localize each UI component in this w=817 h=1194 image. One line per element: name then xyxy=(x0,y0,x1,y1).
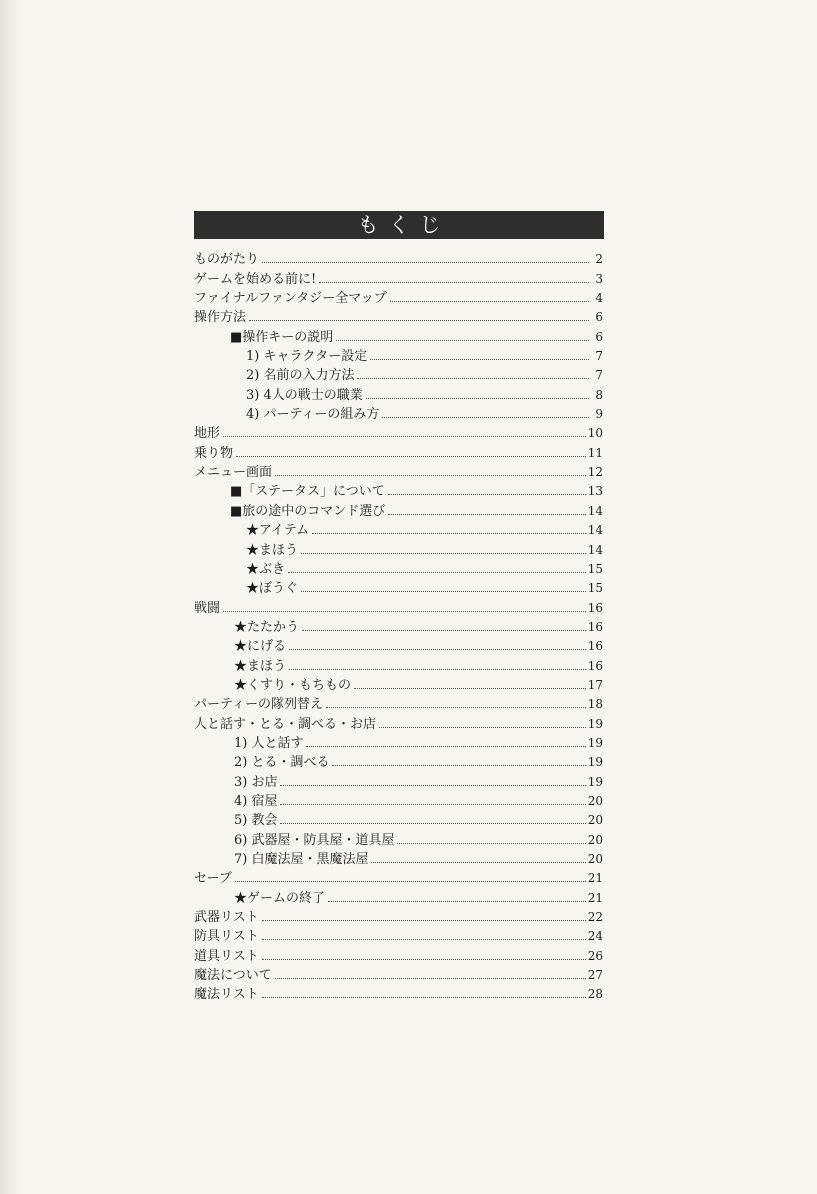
toc-dot-leader xyxy=(280,822,585,824)
toc-entry-label: 3) 4人の戦士の職業 xyxy=(246,387,363,403)
toc-entry-label: ファイナルファンタジー全マップ xyxy=(194,291,387,307)
toc-entry-page-number: 7 xyxy=(595,368,603,383)
toc-dot-leader xyxy=(289,648,586,650)
toc-entry-label: ★にげる xyxy=(234,639,287,655)
toc-entry-page-number: 16 xyxy=(587,639,603,654)
toc-entry-page-number: 6 xyxy=(595,329,603,344)
toc-dot-leader xyxy=(289,668,586,670)
toc-entry-page-number: 27 xyxy=(587,968,603,983)
toc-entry-label: 魔法について xyxy=(194,968,272,984)
toc-entry[interactable] xyxy=(194,499,603,518)
toc-entry[interactable] xyxy=(194,616,603,635)
toc-entry-label: ★まほう xyxy=(246,542,299,558)
toc-entry-label: ■操作キーの説明 xyxy=(230,329,334,345)
toc-dot-leader xyxy=(262,958,586,960)
toc-dot-leader xyxy=(275,977,586,979)
toc-entry-label: 乗り物 xyxy=(194,445,234,461)
toc-entry-label: 1) キャラクター設定 xyxy=(246,349,368,365)
toc-entry-page-number: 21 xyxy=(587,871,603,886)
toc-entry-page-number: 24 xyxy=(587,929,603,944)
toc-dot-leader xyxy=(223,435,586,437)
toc-entry-label: 7) 白魔法屋・黒魔法屋 xyxy=(234,852,369,867)
toc-dot-leader xyxy=(249,319,589,321)
toc-dot-leader xyxy=(379,726,586,728)
toc-entry-label: 武器リスト xyxy=(194,910,259,926)
toc-entry-page-number: 22 xyxy=(587,910,603,925)
toc-entry-label: ★たたかう xyxy=(234,619,300,635)
toc-entry[interactable] xyxy=(194,345,603,364)
toc-entry-label: ■「ステータス」について xyxy=(230,484,385,500)
toc-dot-leader xyxy=(397,842,585,844)
toc-entry-page-number: 13 xyxy=(587,484,603,499)
toc-entry-label: 3) お店 xyxy=(234,774,278,790)
toc-entry-page-number: 26 xyxy=(587,948,603,963)
toc-entry-page-number: 6 xyxy=(595,310,603,325)
toc-entry[interactable] xyxy=(194,693,603,712)
toc-entry-page-number: 8 xyxy=(595,387,603,402)
toc-entry-list xyxy=(194,248,614,1002)
toc-entry[interactable] xyxy=(194,751,603,770)
toc-entry-label: 2) 名前の入力方法 xyxy=(246,368,355,384)
toc-entry[interactable] xyxy=(194,364,603,383)
toc-dot-leader xyxy=(326,706,586,708)
toc-entry[interactable] xyxy=(194,809,603,828)
toc-entry[interactable] xyxy=(194,596,603,615)
toc-entry-page-number: 16 xyxy=(587,658,603,673)
toc-entry-page-number: 28 xyxy=(587,987,603,1002)
toc-entry-page-number: 20 xyxy=(587,813,603,828)
toc-entry-label: 人と話す・とる・調べる・お店 xyxy=(194,716,377,732)
toc-dot-leader xyxy=(301,590,586,592)
toc-entry-page-number: 20 xyxy=(587,832,603,847)
toc-entry-label: ■旅の途中のコマンド選び xyxy=(230,503,386,519)
toc-entry[interactable] xyxy=(194,248,603,267)
page-binding-shadow xyxy=(0,0,22,1194)
toc-dot-leader xyxy=(262,938,586,940)
toc-entry-label: 操作方法 xyxy=(194,310,247,326)
toc-dot-leader xyxy=(388,513,585,515)
toc-entry-label: ★ぼうぐ xyxy=(246,581,299,597)
toc-dot-leader xyxy=(354,687,586,689)
toc-entry[interactable] xyxy=(194,519,603,538)
toc-dot-leader xyxy=(236,455,586,457)
table-of-contents xyxy=(194,211,614,1002)
toc-entry-page-number: 19 xyxy=(587,735,603,750)
toc-dot-leader xyxy=(312,532,586,534)
toc-entry[interactable] xyxy=(194,577,603,596)
toc-entry[interactable] xyxy=(194,267,603,286)
toc-entry[interactable] xyxy=(194,790,603,809)
toc-entry-page-number: 10 xyxy=(587,426,603,441)
toc-dot-leader xyxy=(319,281,589,283)
toc-entry-label: ★ぶき xyxy=(246,561,286,577)
toc-entry[interactable] xyxy=(194,732,603,751)
toc-entry-page-number: 3 xyxy=(595,271,603,286)
toc-entry-page-number: 7 xyxy=(595,349,603,364)
toc-dot-leader xyxy=(280,803,585,805)
toc-entry-page-number: 19 xyxy=(587,774,603,789)
toc-dot-leader xyxy=(235,880,586,882)
toc-entry[interactable] xyxy=(194,674,603,693)
toc-entry-page-number: 15 xyxy=(587,561,603,576)
toc-entry-label: 魔法リスト xyxy=(194,987,259,1003)
toc-entry[interactable] xyxy=(194,770,603,789)
toc-dot-leader xyxy=(388,493,586,495)
toc-dot-leader xyxy=(336,339,589,341)
toc-dot-leader xyxy=(302,629,586,631)
toc-entry[interactable] xyxy=(194,306,603,325)
toc-entry-page-number: 19 xyxy=(587,716,603,731)
toc-entry[interactable] xyxy=(194,867,603,886)
toc-dot-leader xyxy=(366,397,589,399)
toc-entry[interactable] xyxy=(194,480,603,499)
toc-dot-leader xyxy=(332,764,585,766)
toc-entry-page-number: 11 xyxy=(587,445,603,460)
toc-entry-label: 2) とる・調べる xyxy=(234,755,330,771)
toc-entry[interactable] xyxy=(194,944,603,963)
toc-title: もくじ xyxy=(357,213,451,237)
toc-dot-leader xyxy=(301,552,586,554)
toc-entry[interactable] xyxy=(194,403,603,422)
toc-entry[interactable] xyxy=(194,635,603,654)
toc-entry-label: 防具リスト xyxy=(194,929,259,945)
toc-entry-label: 戦闘 xyxy=(194,600,221,616)
toc-dot-leader xyxy=(371,861,585,863)
toc-dot-leader xyxy=(280,784,585,786)
toc-dot-leader xyxy=(262,261,589,263)
toc-dot-leader xyxy=(370,358,589,360)
toc-entry[interactable] xyxy=(194,325,603,344)
toc-entry-label: ★まほう xyxy=(234,658,287,674)
toc-entry-page-number: 18 xyxy=(587,697,603,712)
toc-dot-leader xyxy=(262,996,586,998)
toc-entry-page-number: 19 xyxy=(587,755,603,770)
toc-entry[interactable] xyxy=(194,287,603,306)
toc-entry[interactable] xyxy=(194,383,603,402)
toc-entry-label: パーティーの隊列替え xyxy=(194,697,323,713)
toc-entry[interactable] xyxy=(194,848,603,867)
toc-dot-leader xyxy=(288,571,586,573)
toc-entry[interactable] xyxy=(194,886,603,905)
toc-entry-page-number: 15 xyxy=(587,581,603,596)
toc-entry-label: ★くすり・もちもの xyxy=(234,677,352,693)
toc-entry-label: ものがたり xyxy=(194,252,260,268)
toc-entry[interactable] xyxy=(194,828,603,847)
toc-entry-page-number: 16 xyxy=(587,619,603,634)
toc-dot-leader xyxy=(275,474,586,476)
toc-entry-page-number: 9 xyxy=(595,407,603,422)
toc-entry[interactable] xyxy=(194,964,603,983)
toc-dot-leader xyxy=(328,900,586,902)
toc-entry[interactable] xyxy=(194,538,603,557)
toc-dot-leader xyxy=(390,300,589,302)
toc-entry-page-number: 16 xyxy=(587,600,603,615)
toc-entry-label: メニュー画面 xyxy=(194,465,273,481)
toc-entry-label: 道具リスト xyxy=(194,948,259,964)
toc-header-bar xyxy=(194,211,604,239)
toc-entry-label: 4) パーティーの組み方 xyxy=(246,407,380,423)
toc-entry-label: ★アイテム xyxy=(246,523,310,539)
toc-entry[interactable] xyxy=(194,654,603,673)
toc-entry[interactable] xyxy=(194,925,603,944)
toc-dot-leader xyxy=(306,745,585,747)
toc-dot-leader xyxy=(223,610,586,612)
toc-entry[interactable] xyxy=(194,983,603,1002)
toc-entry-page-number: 14 xyxy=(587,503,603,518)
toc-entry-label: 4) 宿屋 xyxy=(234,793,278,809)
toc-entry-page-number: 17 xyxy=(587,677,603,692)
toc-dot-leader xyxy=(382,416,589,418)
toc-entry-page-number: 20 xyxy=(587,793,603,808)
toc-entry-page-number: 2 xyxy=(595,252,603,267)
toc-entry[interactable] xyxy=(194,422,603,441)
toc-entry-page-number: 12 xyxy=(587,465,603,480)
toc-entry[interactable] xyxy=(194,461,603,480)
toc-entry-page-number: 20 xyxy=(587,852,603,866)
toc-entry-page-number: 21 xyxy=(587,890,603,905)
toc-entry[interactable] xyxy=(194,441,603,460)
toc-dot-leader xyxy=(262,919,586,921)
toc-entry-label: 5) 教会 xyxy=(234,813,278,829)
toc-entry[interactable] xyxy=(194,712,603,731)
toc-entry-page-number: 14 xyxy=(587,523,603,538)
toc-entry-label: ★ゲームの終了 xyxy=(234,890,326,906)
toc-entry-label: 地形 xyxy=(194,426,221,442)
toc-entry-label: 6) 武器屋・防具屋・道具屋 xyxy=(234,832,395,848)
toc-entry-page-number: 14 xyxy=(587,542,603,557)
toc-entry-label: セーブ xyxy=(194,871,232,887)
toc-entry[interactable] xyxy=(194,906,603,925)
toc-entry-label: ゲームを始める前に! xyxy=(194,271,317,287)
toc-dot-leader xyxy=(357,377,589,379)
toc-entry-page-number: 4 xyxy=(595,291,603,306)
toc-entry-label: 1) 人と話す xyxy=(234,735,304,751)
toc-entry[interactable] xyxy=(194,558,603,577)
